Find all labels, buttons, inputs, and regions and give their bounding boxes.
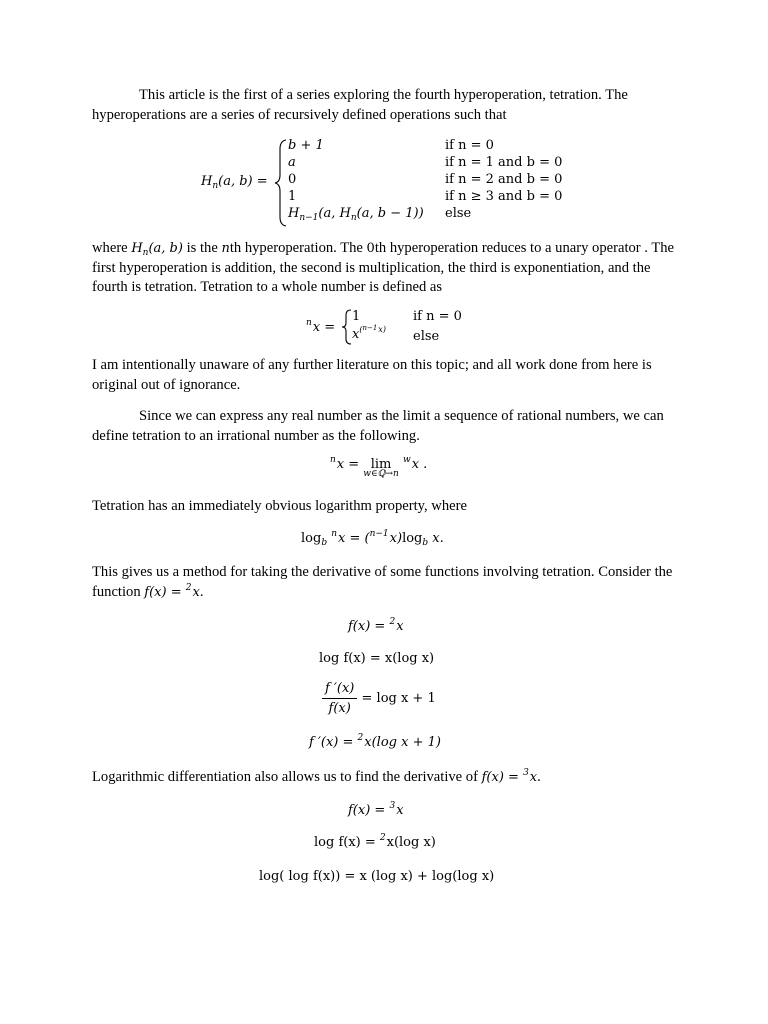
left-brace-icon xyxy=(341,309,352,345)
where-paragraph: where $H_n(a$, b) is the nth hyperoperation. The 0th hyperoperation reduces to a unary operator . The first hyperoperation is addition, the second is multiplication, the third is exponentiation, and the fourth is tetration. Tetration to a whole number is defined as xyxy=(92,240,675,295)
hyper-case-2-expr: a xyxy=(288,155,296,170)
left-brace-icon xyxy=(274,139,288,227)
deriv1-line-2: log f(x) = x(log x) xyxy=(319,651,435,666)
intro-paragraph xyxy=(92,86,682,125)
deriv2-line-3: log( log f(x)) = x (log x) + log(log x) xyxy=(259,869,495,884)
hyper-case-3-expr: 0 xyxy=(288,172,297,187)
fx3-inline: f(x) = $^3$x xyxy=(481,768,538,785)
log-property-paragraph: Tetration has an immediately obvious logarithm property, where xyxy=(92,498,467,514)
limit-equation: $^n$x = lim w∈ℚ→n $^w$x . xyxy=(330,455,428,479)
hyper-case-4-cond: if n ≥ 3 and b = 0 xyxy=(445,189,563,204)
tet-case-1-expr: 1 xyxy=(352,309,361,324)
zeroth-inline: 0 xyxy=(366,241,375,256)
tet-case-2-cond: else xyxy=(413,329,440,344)
hyper-case-2-cond: if n = 1 and b = 0 xyxy=(445,155,563,170)
intro-text: This article is the first of a series exploring the fourth hyperoperation, tetration. The hyperoperations are a series of recursively defined operations such that xyxy=(92,87,628,123)
deriv2-line-2: log f(x) = $^2$x(log x) xyxy=(314,833,436,850)
hyper-case-1-cond: if n = 0 xyxy=(445,138,494,153)
literature-paragraph: I am intentionally unaware of any further literature on this topic; and all work done from here is original out of ignorance. xyxy=(92,357,652,393)
hyper-case-5-cond: else xyxy=(445,206,472,221)
fx-inline: f(x) = $^2$x xyxy=(144,582,200,600)
derivative-paragraph: This gives us a method for taking the derivative of some functions involving tetration. Consider the function f(x) = $^2$x. xyxy=(92,564,673,600)
hyper-case-3-cond: if n = 2 and b = 0 xyxy=(445,172,563,187)
hyper-case-4-expr: 1 xyxy=(288,189,297,204)
nth-inline: n xyxy=(221,241,230,256)
hyper-case-5-expr: $H_{n-1}(a$, $H_n(a$, b − 1)) xyxy=(288,206,424,223)
deriv2-line-1: f(x) = $^3$x xyxy=(348,801,404,818)
deriv1-line-3: $\frac{f '(x)}{f(x)}$ = log x + 1 xyxy=(322,681,436,716)
hn-inline: $H_n(a$, b) xyxy=(131,241,183,258)
log-diff-paragraph: Logarithmic differentiation also allows us to find the derivative of f(x) = $^3$x. xyxy=(92,768,541,785)
tet-case-1-cond: if n = 0 xyxy=(413,309,462,324)
hyper-case-1-expr: b + 1 xyxy=(288,138,324,153)
tet-lhs: $^n$x = xyxy=(306,318,336,335)
tet-case-2-expr: $x^{(n-1x)}$ xyxy=(352,324,386,342)
hyper-lhs: $H_n(a$, b) = xyxy=(201,174,268,191)
deriv1-line-4: f ′(x) = $^2$x(log x + 1) xyxy=(309,733,441,750)
deriv1-line-1: f(x) = $^2$x xyxy=(348,617,404,634)
log-equation: $\log_b ^nx = (^{n-1}x)\log_b$ x. xyxy=(301,529,444,548)
irrational-paragraph: Since we can express any real number as the limit a sequence of rational numbers, we can define tetration to an irrational number as the following. xyxy=(92,408,664,444)
